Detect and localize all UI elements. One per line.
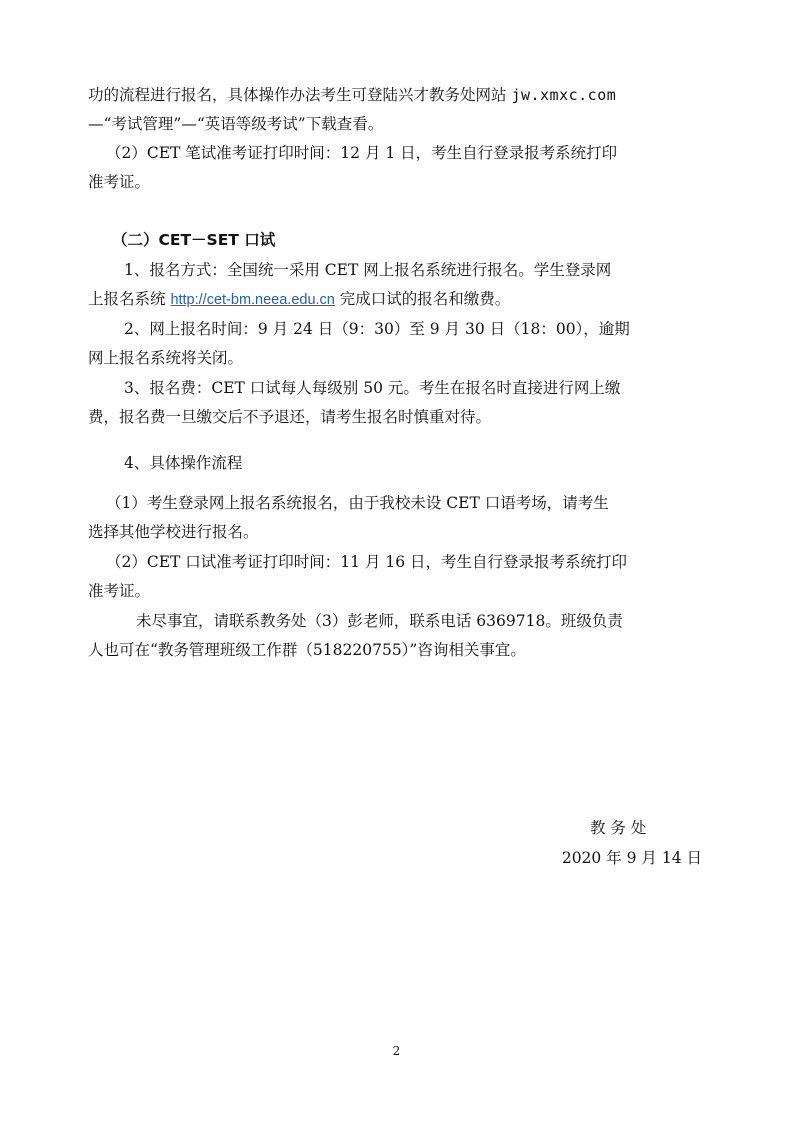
item-4-heading: 4、具体操作流程 bbox=[124, 454, 243, 472]
sub-item-2-line-1: （2）CET 口试准考证打印时间：11 月 16 日，考生自行登录报考系统打印 bbox=[106, 553, 628, 571]
item-2-line-2: 网上报名系统将关闭。 bbox=[88, 349, 244, 367]
signature-org: 教 务 处 bbox=[590, 819, 647, 837]
item-3-line-1: 3、报名费：CET 口试每人每级别 50 元。考生在报名时直接进行网上缴 bbox=[124, 379, 621, 397]
text-segment: 上报名系统 bbox=[88, 290, 171, 308]
website-text: jw.xmxc.com bbox=[511, 86, 617, 104]
paragraph-line-1 bbox=[88, 84, 616, 106]
text-segment: 功的流程进行报名，具体操作办法考生可登陆兴才教务处网站 bbox=[88, 86, 512, 104]
paragraph-line-4: 准考证。 bbox=[88, 173, 151, 191]
text-segment: 完成口试的报名和缴费。 bbox=[334, 290, 511, 308]
sub-item-1-line-2: 选择其他学校进行报名。 bbox=[88, 523, 259, 541]
section-heading: （二）CET－SET 口试 bbox=[112, 231, 276, 249]
contact-line-1: 未尽事宜，请联系教务处（3）彭老师，联系电话 6369718。班级负责 bbox=[136, 612, 623, 630]
item-3-line-2: 费，报名费一旦缴交后不予退还，请考生报名时慎重对待。 bbox=[88, 408, 492, 426]
page-number: 2 bbox=[392, 1044, 401, 1058]
contact-line-2: 人也可在“教务管理班级工作群（518220755）”咨询相关事宜。 bbox=[88, 641, 526, 659]
paragraph-line-2: —“考试管理”—“英语等级考试”下载查看。 bbox=[88, 115, 384, 133]
item-1-line-1: 1、报名方式：全国统一采用 CET 网上报名系统进行报名。学生登录网 bbox=[124, 261, 612, 279]
item-1-line-2 bbox=[88, 288, 510, 311]
paragraph-line-3: （2）CET 笔试准考证打印时间：12 月 1 日，考生自行登录报考系统打印 bbox=[106, 144, 618, 162]
registration-link[interactable]: http://cet-bm.neea.edu.cn bbox=[170, 292, 335, 308]
sub-item-1-line-1: （1）考生登录网上报名系统报名，由于我校未设 CET 口语考场，请考生 bbox=[106, 494, 609, 512]
signature-date: 2020 年 9 月 14 日 bbox=[561, 849, 702, 867]
item-2-line-1: 2、网上报名时间：9 月 24 日（9：30）至 9 月 30 日（18：00），逾期 bbox=[124, 320, 630, 338]
sub-item-2-line-2: 准考证。 bbox=[88, 582, 151, 600]
